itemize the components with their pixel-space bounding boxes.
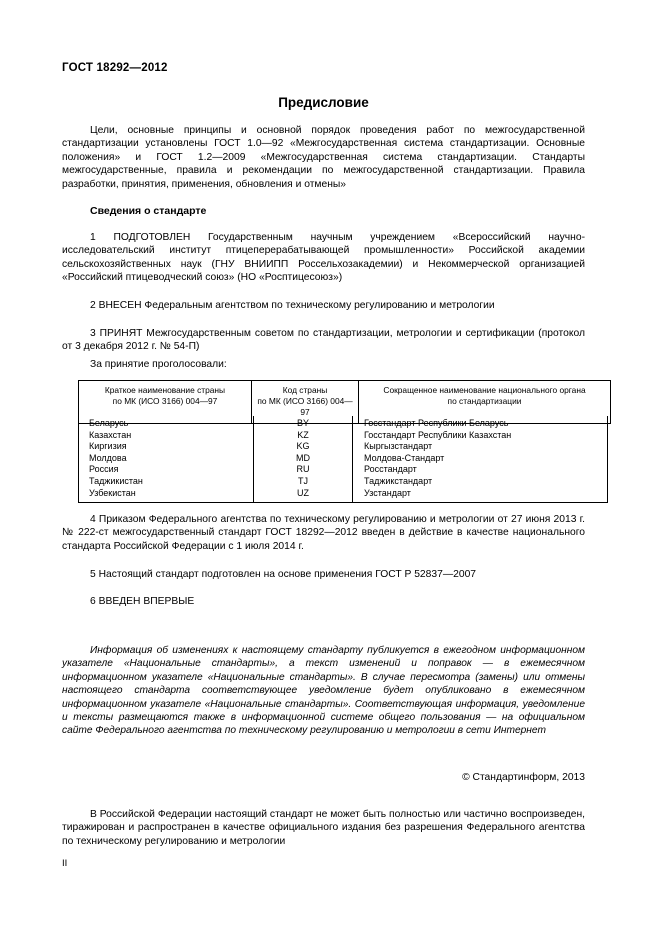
table-cell-body: Госстандарт Республики Беларусь: [364, 418, 509, 428]
table-cell-body: Росстандарт: [364, 464, 417, 475]
table-cell-code: RU: [254, 464, 353, 476]
table-row: [79, 430, 608, 442]
item-5-block: [62, 568, 585, 581]
table-cell-country: Узбекистан: [79, 488, 254, 503]
table-cell-body: Кыргызстандарт: [364, 441, 433, 452]
vote-table-body: [78, 416, 608, 503]
amendment-notice-block: [62, 644, 585, 738]
table-cell-code: KG: [254, 441, 353, 453]
page-number: II: [62, 858, 68, 869]
item-3-block: [62, 327, 585, 354]
table-header-code-line1: Код страны: [282, 385, 328, 395]
table-row: [79, 441, 608, 453]
intro-text: Цели, основные принципы и основной порядок проведения работ по межгосударственной стандартизации установлены ГОСТ 1.0—92 «Межгосударственная система стандартизации. Основные положения» и ГОСТ 1.2—2009 «Межгосударственная система стандартизации. Стандарты межгосударственные, правила и рекомендации по межгосударственной стандартизации. Правила разработки, принятия, применения, обновления и отмены»: [62, 125, 585, 190]
table-cell-country: Таджикистан: [79, 476, 254, 488]
item-1-text: 1 ПОДГОТОВЛЕН Государственным научным учреждением «Всероссийский научно-исследовательский институт птицеперерабатывающей промышленности» Российской академии сельскохозяйственных наук (ГНУ ВНИИПП Россельхозакадемии) и Некоммерческой организацией «Российский птицеводческий союз» (НО «Росптицесоюз»): [62, 232, 585, 284]
table-cell-country: Молдова: [79, 453, 254, 465]
table-cell-code: BY: [254, 416, 353, 430]
vote-intro-block: [62, 358, 585, 371]
amendment-notice-text: Информация об изменениях к настоящему стандарту публикуется в ежегодном информационном указателе «Национальные стандарты», а текст изменений и поправок — в ежемесячном информационном указателе «Национальные стандарты». В случае пересмотра (замены) или отмены настоящего стандарта соответствующее уведомление будет опубликовано в ежемесячном информационном указателе «Национальные стандарты». Соответствующая информация, уведомление и тексты размещаются также в информационной системе общего пользования — на официальном сайте Федерального агентства по техническому регулированию и метрологии в сети Интернет: [62, 645, 585, 737]
table-cell-code: TJ: [254, 476, 353, 488]
table-row: [79, 464, 608, 476]
table-header-body-line1: Сокращенное наименование национального органа: [383, 385, 586, 395]
running-head-standard-number: ГОСТ 18292—2012: [62, 62, 168, 74]
table-cell-body: Узстандарт: [364, 487, 411, 498]
table-cell-body: Молдова-Стандарт: [364, 452, 445, 463]
reproduction-notice-block: [62, 808, 585, 848]
table-row: [79, 476, 608, 488]
reproduction-notice-text: В Российской Федерации настоящий стандарт не может быть полностью или частично воспроизведен, тиражирован и распространен в качестве официального издания без разрешения Федерального агентства по техническому регулированию и метрологии: [62, 809, 585, 847]
intro-paragraph: [62, 124, 585, 191]
item-3-text: 3 ПРИНЯТ Межгосударственным советом по стандартизации, метрологии и сертификации (протокол от 3 декабря 2012 г. № 54-П): [62, 328, 585, 353]
table-row: [79, 488, 608, 503]
item-2-block: [62, 299, 585, 312]
item-6-block: [62, 595, 585, 608]
table-cell-code: UZ: [254, 488, 353, 503]
table-cell-code: MD: [254, 453, 353, 465]
page-title: Предисловие: [278, 95, 369, 110]
item-2-text: 2 ВНЕСЕН Федеральным агентством по техническому регулированию и метрологии: [90, 300, 495, 311]
table-cell-body: Таджикстандарт: [364, 475, 433, 486]
table-header-code-line2: по МК (ИСО 3166) 004—97: [257, 396, 353, 417]
table-header-country-line2: по МК (ИСО 3166) 004—97: [112, 396, 218, 406]
table-cell-country: Беларусь: [79, 416, 254, 430]
table-cell-country: Россия: [79, 464, 254, 476]
copyright-line: © Стандартинформ, 2013: [462, 772, 585, 783]
item-1-block: [62, 231, 585, 285]
item-6-text: 6 ВВЕДЕН ВПЕРВЫЕ: [90, 596, 195, 607]
section-subheading-about-standard: Сведения о стандарте: [90, 205, 207, 217]
table-cell-country: Казахстан: [79, 430, 254, 442]
table-cell-country: Киргизия: [79, 441, 254, 453]
table-header-body-line2: по стандартизации: [447, 396, 522, 406]
table-row: [79, 416, 608, 430]
table-cell-body: Госстандарт Республики Казахстан: [364, 429, 512, 440]
table-row: [79, 453, 608, 465]
vote-intro-text: За принятие проголосовали:: [90, 359, 227, 370]
item-4-text: 4 Приказом Федерального агентства по техническому регулированию и метрологии от 27 июня 2013 г. № 222-ст межгосударственный стандарт ГОСТ 18292—2012 введен в действие в качестве национального стандарта Российской Федерации с 1 июля 2014 г.: [62, 514, 585, 552]
item-4-block: [62, 513, 585, 553]
table-cell-code: KZ: [254, 430, 353, 442]
table-header-country-line1: Краткое наименование страны: [104, 385, 226, 395]
item-5-text: 5 Настоящий стандарт подготовлен на основе применения ГОСТ Р 52837—2007: [90, 569, 477, 580]
